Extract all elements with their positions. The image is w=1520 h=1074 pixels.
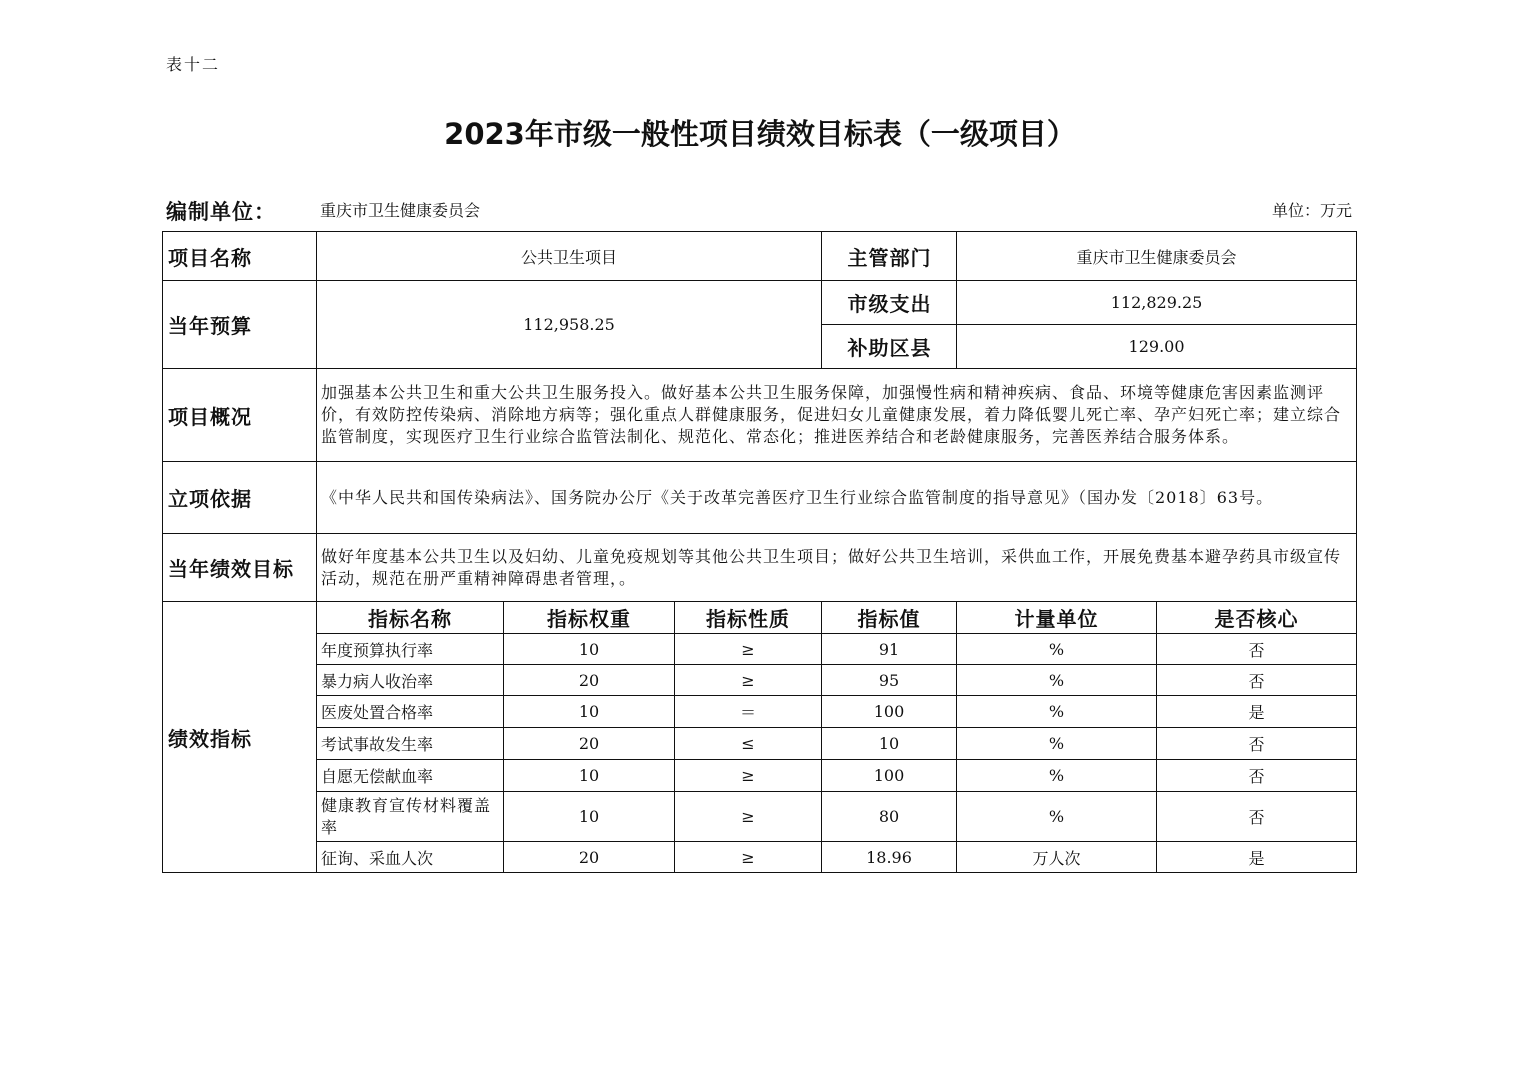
- goal-row: [163, 534, 1357, 602]
- project-name-row: [163, 232, 1357, 281]
- table-row: [163, 792, 1357, 842]
- goal-value: 做好年度基本公共卫生以及妇幼、儿童免疫规划等其他公共卫生项目；做好公共卫生培训，采供血工作，开展免费基本避孕药具市级宣传活动，规范在册严重精神障碍患者管理，。: [317, 534, 1357, 602]
- indicator-header: 计量单位: [957, 602, 1157, 634]
- overview-value: 加强基本公共卫生和重大公共卫生服务投入。做好基本公共卫生服务保障，加强慢性病和精神疾病、食品、环境等健康危害因素监测评价，有效防控传染病、消除地方病等；强化重点人群健康服务，促进妇女儿童健康发展，着力降低婴儿死亡率、孕产妇死亡率；建立综合监管制度，实现医疗卫生行业综合监管法制化、规范化、常态化；推进医养结合和老龄健康服务，完善医养结合服务体系。: [317, 369, 1357, 462]
- indicator-unit: %: [957, 792, 1157, 842]
- table-row: [163, 728, 1357, 760]
- indicator-name: 暴力病人收治率: [317, 665, 504, 696]
- project-name-value: 公共卫生项目: [317, 232, 822, 281]
- indicator-weight: 10: [504, 696, 675, 728]
- table-number-label: 表十二: [166, 55, 221, 74]
- indicator-name: 医废处置合格率: [317, 696, 504, 728]
- indicator-nature: ≥: [675, 792, 822, 842]
- indicator-core: 否: [1157, 728, 1357, 760]
- indicator-value: 10: [822, 728, 957, 760]
- indicator-name: 考试事故发生率: [317, 728, 504, 760]
- indicator-header: 指标权重: [504, 602, 675, 634]
- indicator-unit: %: [957, 696, 1157, 728]
- indicator-unit: %: [957, 665, 1157, 696]
- budget-value: 112,958.25: [317, 281, 822, 369]
- org-name: 重庆市卫生健康委员会: [320, 201, 481, 220]
- dept-label: 主管部门: [822, 232, 957, 281]
- indicator-nature: ≥: [675, 665, 822, 696]
- indicator-header: 指标性质: [675, 602, 822, 634]
- table-row: [163, 760, 1357, 792]
- county-subsidy-label: 补助区县: [822, 325, 957, 369]
- indicator-value: 80: [822, 792, 957, 842]
- goal-label: 当年绩效目标: [163, 534, 317, 602]
- indicator-value: 100: [822, 760, 957, 792]
- unit-label: 单位：万元: [1271, 201, 1352, 220]
- indicator-header: 是否核心: [1157, 602, 1357, 634]
- indicator-value: 91: [822, 634, 957, 665]
- indicator-core: 否: [1157, 792, 1357, 842]
- indicator-header: 指标名称: [317, 602, 504, 634]
- basis-value: 《中华人民共和国传染病法》、国务院办公厅《关于改革完善医疗卫生行业综合监管制度的指导意见》（国办发〔2018〕63号。: [317, 462, 1357, 534]
- indicator-core: 否: [1157, 760, 1357, 792]
- indicator-core: 是: [1157, 842, 1357, 873]
- indicator-core: 否: [1157, 665, 1357, 696]
- org-label: 编制单位：: [166, 199, 276, 224]
- page-title: 2023年市级一般性项目绩效目标表（一级项目）: [444, 117, 1076, 151]
- indicator-unit: 万人次: [957, 842, 1157, 873]
- indicator-header: 指标值: [822, 602, 957, 634]
- indicator-nature: ＝: [675, 696, 822, 728]
- indicator-weight: 20: [504, 665, 675, 696]
- indicator-core: 否: [1157, 634, 1357, 665]
- table-row: [163, 665, 1357, 696]
- city-expense-value: 112,829.25: [957, 281, 1357, 325]
- budget-row: [163, 281, 1357, 325]
- indicator-unit: %: [957, 760, 1157, 792]
- header-info-row: [166, 196, 1354, 224]
- table-row: [163, 634, 1357, 665]
- indicator-nature: ≥: [675, 760, 822, 792]
- overview-row: [163, 369, 1357, 462]
- table-row: [163, 842, 1357, 873]
- county-subsidy-value: 129.00: [957, 325, 1357, 369]
- indicator-core: 是: [1157, 696, 1357, 728]
- project-name-label: 项目名称: [163, 232, 317, 281]
- indicator-unit: %: [957, 728, 1157, 760]
- basis-row: [163, 462, 1357, 534]
- indicator-value: 95: [822, 665, 957, 696]
- indicator-nature: ≤: [675, 728, 822, 760]
- table-row: [163, 696, 1357, 728]
- city-expense-label: 市级支出: [822, 281, 957, 325]
- indicator-name: 健康教育宣传材料覆盖率: [317, 792, 504, 842]
- basis-label: 立项依据: [163, 462, 317, 534]
- indicator-nature: ≥: [675, 842, 822, 873]
- indicator-unit: %: [957, 634, 1157, 665]
- indicators-section-label: 绩效指标: [163, 602, 317, 873]
- indicator-value: 18.96: [822, 842, 957, 873]
- indicator-name: 年度预算执行率: [317, 634, 504, 665]
- indicator-weight: 10: [504, 760, 675, 792]
- indicator-header-row: [163, 602, 1357, 634]
- indicator-weight: 10: [504, 792, 675, 842]
- budget-label: 当年预算: [163, 281, 317, 369]
- indicator-weight: 20: [504, 728, 675, 760]
- performance-table: [162, 231, 1357, 873]
- indicator-value: 100: [822, 696, 957, 728]
- indicator-name: 征询、采血人次: [317, 842, 504, 873]
- indicator-weight: 10: [504, 634, 675, 665]
- indicator-weight: 20: [504, 842, 675, 873]
- overview-label: 项目概况: [163, 369, 317, 462]
- dept-value: 重庆市卫生健康委员会: [957, 232, 1357, 281]
- indicator-name: 自愿无偿献血率: [317, 760, 504, 792]
- indicator-nature: ≥: [675, 634, 822, 665]
